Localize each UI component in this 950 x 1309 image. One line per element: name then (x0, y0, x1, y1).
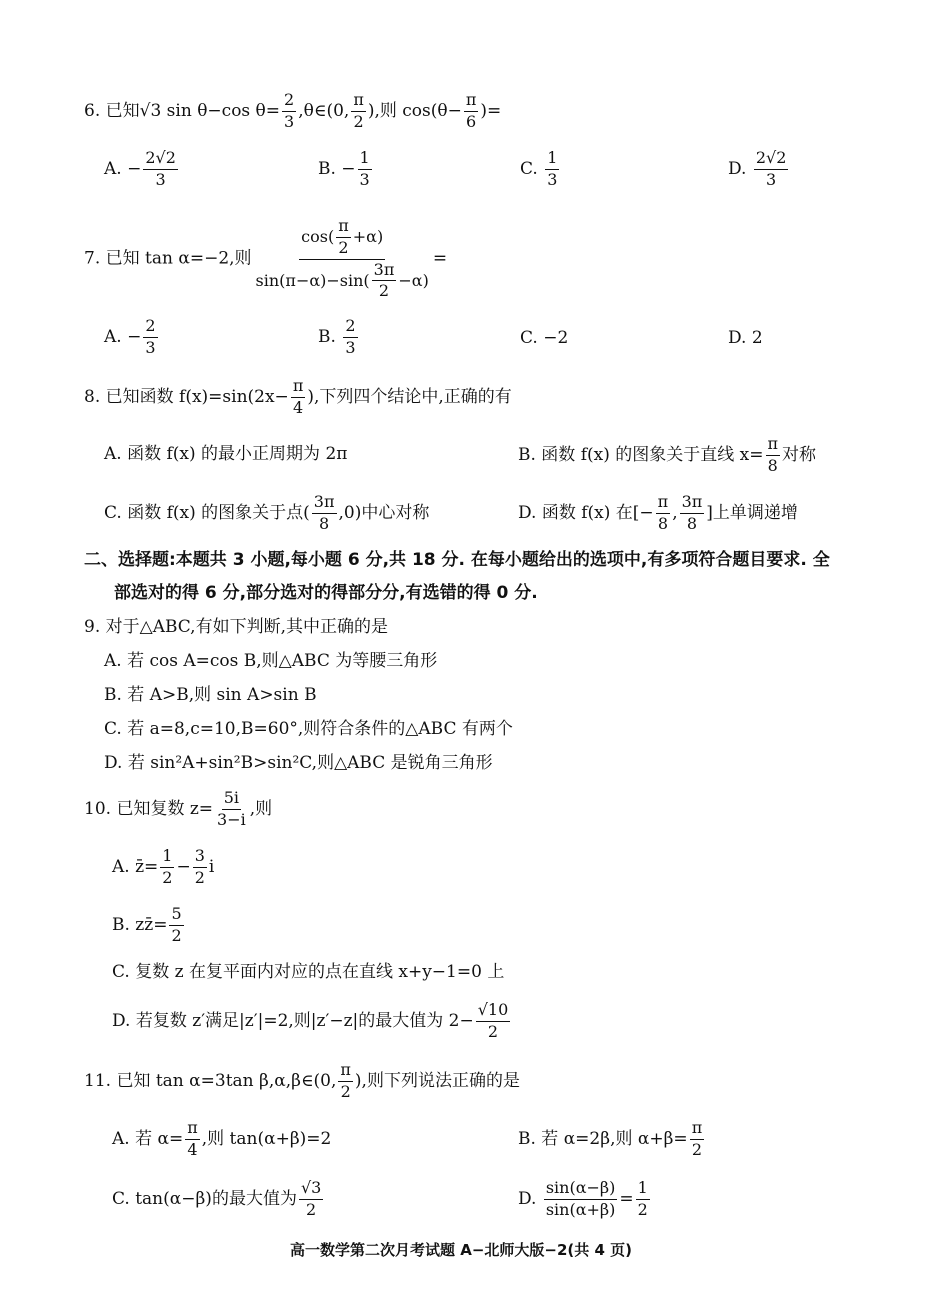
q9-option-a: A. 若 cos A=cos B,则△ABC 为等腰三角形 (104, 651, 438, 671)
option-post: ,0)中心对称 (338, 502, 430, 523)
q10-option-b (112, 906, 186, 945)
frac-num: 1 (545, 150, 559, 170)
option-label: A. − (104, 158, 142, 179)
q8-pre: 8. 已知函数 f(x)=sin(2x− (84, 386, 289, 407)
frac-num: √3 (299, 1180, 323, 1200)
section-2-line-1: 二、选择题:本题共 3 小题,每小题 6 分,共 18 分. 在每小题给出的选项中,有多项符合题目要求. 全 (84, 550, 830, 570)
inner-fraction (336, 218, 351, 257)
q7-option-c: C. −2 (520, 328, 569, 348)
q10-fraction (215, 790, 248, 829)
option-fraction (358, 150, 372, 189)
frac-num: π (351, 92, 366, 112)
frac-num: π (464, 92, 479, 112)
frac-den: 4 (187, 1139, 198, 1159)
option-label: C. (520, 158, 544, 179)
q8-option-d (518, 494, 798, 533)
num-b: +α) (352, 226, 384, 246)
num-a: cos( (301, 226, 335, 246)
q7-option-a (104, 318, 160, 357)
option-label: A. − (104, 326, 142, 347)
option-pre: C. 函数 f(x) 的图象关于点( (104, 502, 310, 523)
q10-option-a (112, 848, 214, 887)
q6-expr-c: ),则 cos(θ− (367, 100, 462, 121)
option-fraction (193, 848, 207, 887)
frac-den: 8 (657, 513, 669, 533)
q10-stem (84, 790, 272, 829)
frac-num: 1 (160, 848, 174, 868)
frac-num: π (690, 1120, 705, 1140)
q8-fraction (291, 378, 306, 417)
option-mid: , (672, 502, 678, 523)
frac-den: 2 (487, 1021, 499, 1041)
q8-stem (84, 378, 512, 417)
q6-expr-d: )= (480, 100, 502, 121)
frac-den: 3 (766, 169, 777, 189)
q7-option-d: D. 2 (728, 328, 763, 348)
option-fraction (143, 150, 178, 189)
frac-den: 3 (145, 337, 156, 357)
q6-option-c (520, 150, 561, 189)
frac-den: 2 (340, 1081, 351, 1101)
option-pre: D. 若复数 z′满足|z′|=2,则|z′−z|的最大值为 2− (112, 1010, 474, 1031)
q7-option-b (318, 318, 360, 357)
q8-post: ),下列四个结论中,正确的有 (307, 386, 512, 407)
q9-option-b: B. 若 A>B,则 sin A>sin B (104, 685, 317, 705)
frac-den: 2 (353, 111, 364, 131)
q6-expr-b: ,θ∈(0, (298, 100, 350, 121)
q6-option-d (728, 150, 790, 189)
q8-option-b (518, 436, 816, 475)
option-fraction (476, 1002, 511, 1041)
option-fraction (160, 848, 174, 887)
option-pre: B. zz̄= (112, 914, 168, 935)
option-post: ,则 tan(α+β)=2 (201, 1128, 332, 1149)
frac-den: 8 (767, 455, 778, 475)
option-fraction (143, 318, 157, 357)
frac-den: 2 (162, 867, 173, 887)
option-fraction (343, 318, 357, 357)
q7-main-fraction (254, 218, 431, 300)
q11-post: ),则下列说法正确的是 (354, 1070, 520, 1091)
frac-num: π (656, 494, 671, 514)
frac-num: 2 (343, 318, 357, 338)
frac-num: 3π (680, 494, 705, 514)
frac-den: 2 (691, 1139, 703, 1159)
frac-den (254, 260, 431, 301)
option-fraction (312, 494, 337, 533)
option-fraction (690, 1120, 705, 1159)
q10-option-d (112, 1002, 512, 1041)
frac-num: 5i (222, 790, 241, 810)
inner-fraction (372, 259, 397, 301)
frac-num: 3π (312, 494, 337, 514)
frac-num: √10 (476, 1002, 511, 1022)
frac-num: π (185, 1120, 200, 1140)
option-pre: D. 函数 f(x) 在[− (518, 502, 654, 523)
option-fraction (299, 1180, 323, 1219)
option-fraction (656, 494, 671, 533)
option-pre: B. 若 α=2β,则 α+β= (518, 1128, 688, 1149)
frac-den: 3 (345, 337, 356, 357)
frac-num: π (291, 378, 306, 398)
frac-den: 3 (284, 111, 295, 131)
frac-num: 3π (372, 262, 397, 282)
option-post: 对称 (782, 444, 817, 465)
q11-option-a (112, 1120, 331, 1159)
page-footer: 高一数学第二次月考试题 A−北师大版−2(共 4 页) (290, 1241, 632, 1259)
q6-pre: 6. 已知 (84, 100, 140, 121)
q6-option-b (318, 150, 374, 189)
frac-num: 1 (636, 1180, 650, 1200)
section-2-line-2: 部选对的得 6 分,部分选对的得部分分,有选错的得 0 分. (114, 583, 538, 603)
q7-pre: 7. 已知 tan α=−2,则 (84, 248, 252, 269)
q8-option-c (104, 494, 429, 533)
option-label: D. (728, 158, 752, 179)
option-fraction (754, 150, 789, 189)
q6-fraction-3 (464, 92, 479, 131)
frac-den: 2 (171, 925, 182, 945)
den-b: −α) (398, 270, 429, 290)
q11-stem (84, 1062, 520, 1101)
q11-fraction (338, 1062, 353, 1101)
option-post: ]上单调递增 (706, 502, 798, 523)
option-fraction (169, 906, 183, 945)
frac-num: sin(α−β) (544, 1180, 618, 1200)
frac-num: 2√2 (143, 150, 178, 170)
frac-den: 8 (686, 513, 698, 533)
frac-den: 3 (359, 169, 370, 189)
frac-num: 2 (143, 318, 157, 338)
frac-den: 6 (466, 111, 477, 131)
frac-num: 3 (193, 848, 207, 868)
q9-option-d: D. 若 sin²A+sin²B>sin²C,则△ABC 是锐角三角形 (104, 753, 493, 773)
q9-stem: 9. 对于△ABC,有如下判断,其中正确的是 (84, 617, 388, 637)
frac-num: π (336, 218, 351, 238)
option-pre: A. z̄= (112, 856, 159, 877)
frac-num: 5 (169, 906, 183, 926)
frac-den: sin(α+β) (545, 1199, 616, 1219)
q11-option-d (518, 1180, 652, 1219)
q10-pre: 10. 已知复数 z= (84, 798, 214, 819)
frac-den: 2 (194, 867, 205, 887)
frac-den: 2 (338, 237, 349, 257)
q10-option-c: C. 复数 z 在复平面内对应的点在直线 x+y−1=0 上 (112, 962, 505, 982)
q8-option-a: A. 函数 f(x) 的最小正周期为 2π (104, 444, 348, 464)
q6-option-a (104, 150, 180, 189)
q7-post: = (432, 248, 448, 269)
q6-expr-a: √3 sin θ−cos θ= (139, 100, 281, 121)
frac-den: 8 (319, 513, 330, 533)
den-a: sin(π−α)−sin( (255, 270, 370, 290)
q11-pre: 11. 已知 tan α=3tan β,α,β∈(0, (84, 1070, 337, 1091)
frac-num: 2 (282, 92, 296, 112)
frac-num: π (338, 1062, 353, 1082)
option-pre: B. 函数 f(x) 的图象关于直线 x= (518, 444, 764, 465)
option-label: B. (318, 326, 342, 347)
q11-option-c (112, 1180, 325, 1219)
option-fraction (185, 1120, 200, 1159)
option-fraction (680, 494, 705, 533)
q6-stem (84, 92, 501, 131)
option-fraction (766, 436, 781, 475)
option-fraction (636, 1180, 650, 1219)
q10-post: ,则 (249, 798, 273, 819)
option-post: i (208, 856, 215, 877)
frac-num (299, 218, 385, 260)
option-pre: A. 若 α= (112, 1128, 184, 1149)
option-label: B. − (318, 158, 356, 179)
frac-den: 3 (547, 169, 558, 189)
frac-num: 1 (358, 150, 372, 170)
option-mid: = (619, 1188, 634, 1209)
frac-den: 3−i (217, 809, 246, 829)
option-fraction (544, 1180, 618, 1219)
q6-fraction-1 (282, 92, 296, 131)
option-pre: D. (518, 1188, 542, 1209)
frac-den: 2 (306, 1199, 317, 1219)
frac-num: 2√2 (754, 150, 789, 170)
frac-den: 2 (378, 281, 390, 301)
q11-option-b (518, 1120, 706, 1159)
frac-den: 4 (292, 397, 304, 417)
q7-stem (84, 218, 447, 300)
option-mid: − (176, 856, 191, 877)
frac-den: 3 (155, 169, 166, 189)
option-pre: C. tan(α−β)的最大值为 (112, 1188, 297, 1209)
q9-option-c: C. 若 a=8,c=10,B=60°,则符合条件的△ABC 有两个 (104, 719, 513, 739)
q6-fraction-2 (351, 92, 366, 131)
frac-num: π (766, 436, 781, 456)
frac-den: 2 (637, 1199, 648, 1219)
option-fraction (545, 150, 559, 189)
